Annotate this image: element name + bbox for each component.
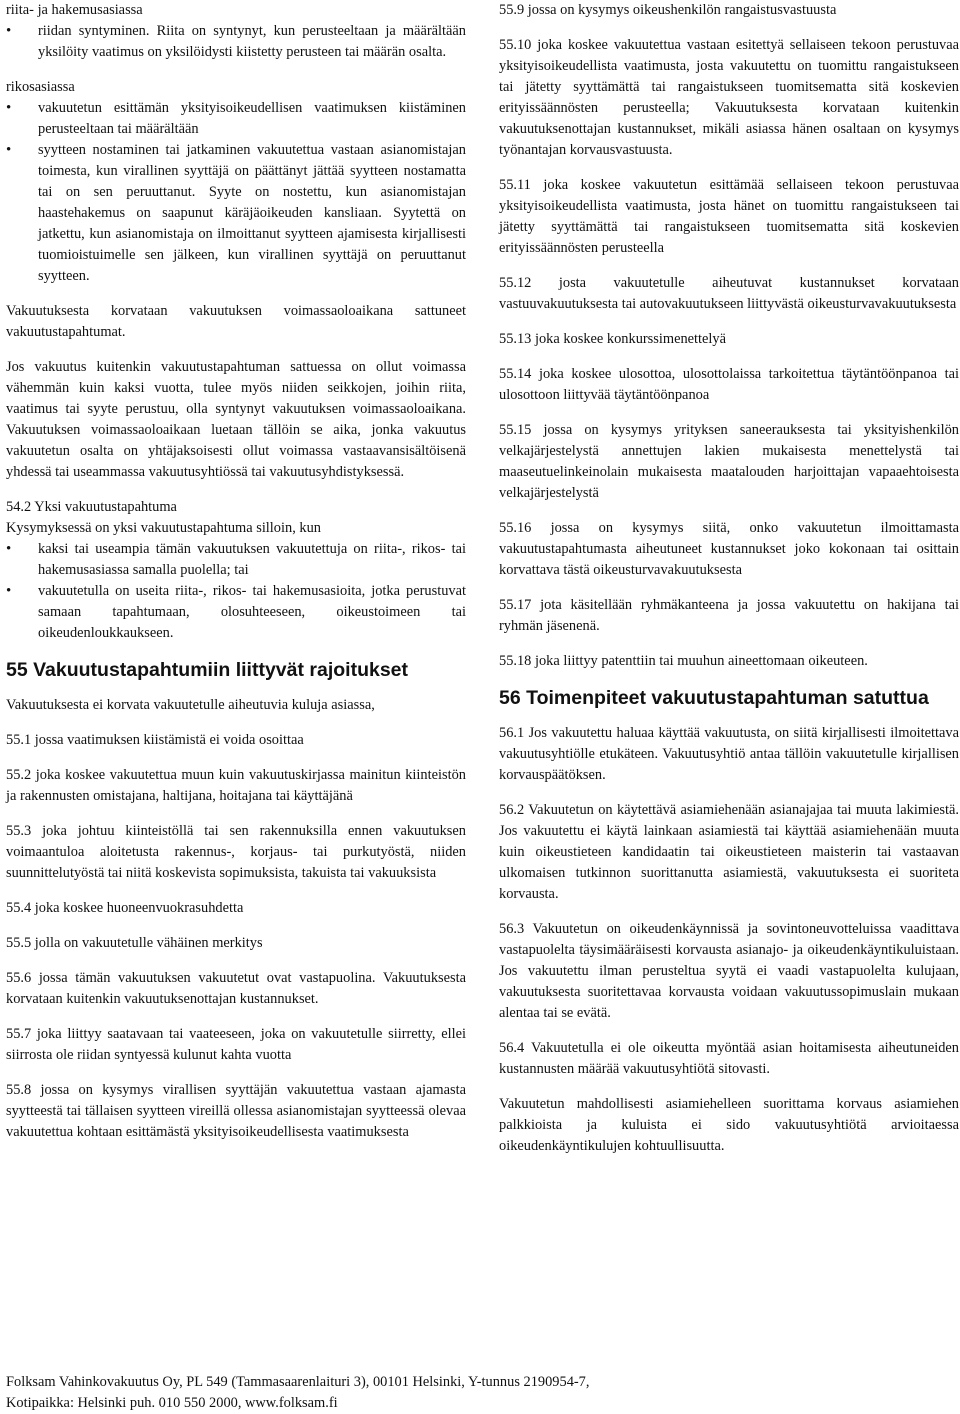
section-56-2: 56.2 Vakuutetun on käytettävä asiamiehenään asianajajaa tai muuta lakimiestä. Jos vakuutettu ei käytä lainkaan asiamiestä tai käyttää asiamiehenään muuta kuin oikeustieteen kandidaatin tai oikeustieteen maisterin tai vastaavan ulkomaisen tutkinnon suorittanutta asiamiestä, vakuutuksesta ei suoriteta korvausta.	[499, 802, 959, 902]
section-55-11: 55.11 joka koskee vakuutetun esittämää sellaiseen tekoon perustuvaa yksityisoikeudellista vaatimusta, josta hänet on tuomittu rangaistukseen tai jätetty syyttämättä tai rangaistukseen tuomitsematta sitä koskevien erityissäännösten perusteella	[499, 177, 959, 256]
section-55-1: 55.1 jossa vaatimuksen kiistämistä ei voida osoittaa	[6, 732, 304, 748]
section-54-2-list	[6, 539, 466, 644]
paragraph-two-years: Jos vakuutus kuitenkin vakuutustapahtuman sattuessa on ollut voimassa vähemmän kuin kaksi vuotta, tulee myös niiden seikkojen, joihin riita, vaatimus tai syyte perustuu, olla syntynyt vakuutuksen voimassaoloaikana. Vakuutuksen voimassaoloaikaan luetaan tällöin se aika, jonka vakuutus vakuutetun osalta on yhtäjaksoisesti ollut voimassa vastaavansisältöisenä yhdessä tai useammassa vakuutusyhtiössä tai vakuutusyhdistyksessä.	[6, 359, 466, 480]
page-footer	[6, 1372, 946, 1414]
riita-bullet-list	[6, 21, 466, 63]
list-item: • syytteen nostaminen tai jatkaminen vakuutettua vastaan asianomistajan toimesta, kun virallinen syyttäjä on päättänyt jättää syytteen nostamatta tai on sen peruuttanut. Syyte on nostettu, kun asianomistajan haastehakemus on saapunut käräjäoikeuden kansliaan. Syytettä on jatkettu, kun asianomistaja on ilmoittanut syytteen ajamisesta kirjallisesti tuomioistuimelle sen jälkeen, kun virallinen syyttäjä on peruuttanut syytteen.	[6, 140, 466, 287]
list-item: • vakuutetun esittämän yksityisoikeudellisen vaatimuksen kiistäminen perusteeltaan tai määrältään	[6, 98, 466, 140]
section-55-10: 55.10 joka koskee vakuutettua vastaan esitettyä sellaiseen tekoon perustuvaa yksityisoikeudellista vaatimusta, josta vakuutettu on tuomittu rangaistukseen tai jätetty syyttämättä tai rangaistukseen tuomitsematta sitä koskevien erityissäännösten perusteella; Vakuutuksesta korvataan kuitenkin vakuutuksenottajan kustannukset, mikäli asiassa hänen osaltaan on kysymys työnantajan korvausvastuusta.	[499, 37, 959, 158]
section-56-1: 56.1 Jos vakuutettu haluaa käyttää vakuutusta, on siitä kirjallisesti ilmoitettava vakuutusyhtiölle etukäteen. Vakuutusyhtiö antaa tällöin vakuutetulle kirjallisen korvauspäätöksen.	[499, 725, 959, 783]
heading-55: 55 Vakuutustapahtumiin liittyvät rajoitukset	[6, 659, 409, 681]
section-55-7: 55.7 joka liittyy saatavaan tai vaateeseen, joka on vakuutetulle siirretty, ellei siirrosta ole riidan syntyessä kulunut kahta vuotta	[6, 1026, 466, 1063]
section-55-2: 55.2 joka koskee vakuutettua muun kuin vakuutuskirjassa mainitun kiinteistön ja rakennusten omistajana, haltijana, hoitajana tai käyttäjänä	[6, 767, 466, 804]
heading-56: 56 Toimenpiteet vakuutustapahtuman satuttua	[499, 687, 929, 709]
section-55-14: 55.14 joka koskee ulosottoa, ulosottolaissa tarkoitettua täytäntöönpanoa tai ulosottoon liittyvää täytäntöönpanoa	[499, 366, 959, 403]
rikos-label: rikosasiassa	[6, 79, 75, 95]
section-55-4: 55.4 joka koskee huoneenvuokrasuhdetta	[6, 900, 244, 916]
rikos-bullet-list	[6, 98, 466, 287]
section-54-2-intro: Kysymyksessä on yksi vakuutustapahtuma silloin, kun	[6, 520, 321, 536]
list-item: • vakuutetulla on useita riita-, rikos- tai hakemusasioita, jotka perustuvat samaan tapahtumaan, olosuhteeseen, oikeustoimeen tai oikeudenloukkaukseen.	[6, 581, 466, 644]
section-54-2-title: 54.2 Yksi vakuutustapahtuma	[6, 499, 177, 515]
fragment-line: riita- ja hakemusasiassa	[6, 2, 143, 18]
list-item: • kaksi tai useampia tämän vakuutuksen vakuutettuja on riita-, rikos- tai hakemusasiassa samalla puolella; tai	[6, 539, 466, 581]
section-55-15: 55.15 jossa on kysymys yrityksen saneerauksesta tai yksityishenkilön velkajärjestelystä annettujen lakien mukaisesta menettelystä tai maaseutuelinkeinolain mukaisesta maatalouden harjoittajan vapaaehtoisesta velkajärjestelystä	[499, 422, 959, 501]
left-column	[6, 0, 466, 1157]
section-55-12: 55.12 josta vakuutetulle aiheutuvat kustannukset korvataan vastuuvakuutuksesta tai autovakuutukseen liittyvästä oikeusturvavakuutuksesta	[499, 275, 959, 312]
section-55-intro: Vakuutuksesta ei korvata vakuutetulle aiheutuvia kuluja asiassa,	[6, 697, 375, 713]
list-item: • riidan syntyminen. Riita on syntynyt, kun perusteeltaan ja määrältään yksilöity vaatimus on yksilöidysti kiistetty perusteen tai määrän osalta.	[6, 21, 466, 63]
section-55-18: 55.18 joka liittyy patenttiin tai muuhun aineettomaan oikeuteen.	[499, 653, 868, 669]
section-56-3: 56.3 Vakuutetun on oikeudenkäynnissä ja sovintoneuvotteluissa vaadittava vastapuolelta täysimääräisesti korvausta asianajo- ja oikeudenkäyntikuluistaan. Jos vakuutettu ilman perusteltua syytä ei vaadi vastapuolelta kulujaan, vakuutuksesta suoritettavaa korvausta voidaan vakuutussopimuslain mukaan alentaa tai se evätä.	[499, 921, 959, 1021]
section-55-8: 55.8 jossa on kysymys virallisen syyttäjän vakuutettua vastaan ajamasta syytteestä tai tällaisen syytteen vireillä ollessa asianomistajan syytteessä olevaa vakuutettua kohtaan esittämästä yksityisoikeudellisesta vaatimuksesta	[6, 1082, 466, 1140]
footer-line: Folksam Vahinkovakuutus Oy, PL 549 (Tammasaarenlaituri 3), 00101 Helsinki, Y-tunnus 2190954-7,	[6, 1374, 590, 1390]
section-55-6: 55.6 jossa tämän vakuutuksen vakuutetut ovat vastapuolina. Vakuutuksesta korvataan kuitenkin vakuutuksenottajan kustannukset.	[6, 970, 466, 1007]
section-56-4: 56.4 Vakuutetulla ei ole oikeutta myöntää asian hoitamisesta aiheutuneiden kustannusten määrää vakuutusyhtiötä sitovasti.	[499, 1040, 959, 1077]
section-55-16: 55.16 jossa on kysymys siitä, onko vakuutetun ilmoittamasta vakuutustapahtumasta aiheutuneet kustannukset joko kokonaan tai osittain korvattava tästä oikeusturvavakuutuksesta	[499, 520, 959, 578]
section-55-9: 55.9 jossa on kysymys oikeushenkilön rangaistusvastuusta	[499, 2, 837, 18]
footer-line: Kotipaikka: Helsinki puh. 010 550 2000, www.folksam.fi	[6, 1395, 338, 1411]
right-column	[499, 0, 959, 1171]
section-55-3: 55.3 joka johtuu kiinteistöllä tai sen rakennuksilla ennen vakuutuksen voimaantuloa aloitetusta rakennus-, korjaus- tai purkutyöstä, niiden suunnittelutyöstä tai niitä koskevista sopimuksista, takuista tai vakuuksista	[6, 823, 466, 881]
section-55-17: 55.17 jota käsitellään ryhmäkanteena ja jossa vakuutettu on hakijana tai ryhmän jäsenenä.	[499, 597, 959, 634]
paragraph-covered: Vakuutuksesta korvataan vakuutuksen voimassaoloaikana sattuneet vakuutustapahtumat.	[6, 303, 466, 340]
section-56-4-note: Vakuutetun mahdollisesti asiamiehelleen suorittama korvaus asiamiehen palkkioista ja kuluista ei sido vakuutusyhtiötä arvioitaessa oikeudenkäyntikulujen kohtuullisuutta.	[499, 1096, 959, 1154]
section-55-13: 55.13 joka koskee konkurssimenettelyä	[499, 331, 727, 347]
section-55-5: 55.5 jolla on vakuutetulle vähäinen merkitys	[6, 935, 263, 951]
